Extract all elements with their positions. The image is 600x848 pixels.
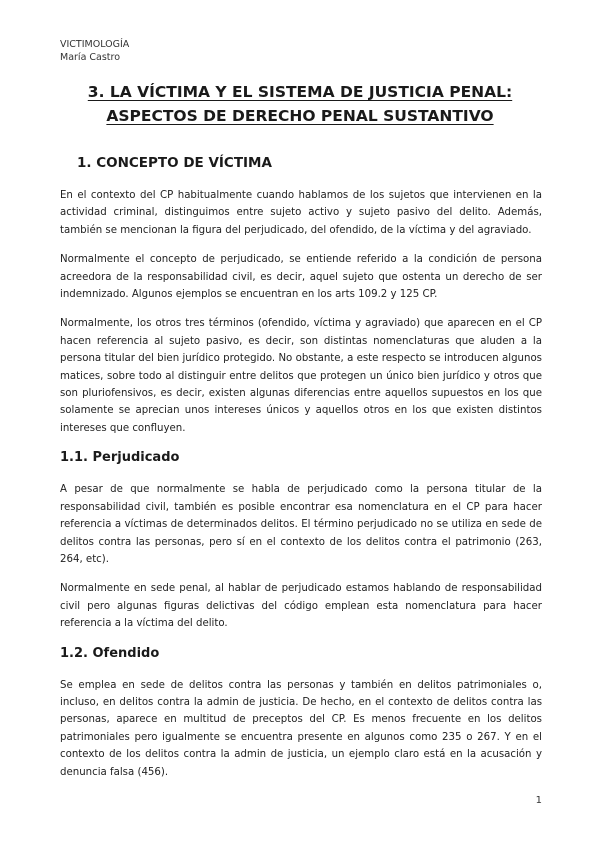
document-title: 3. LA VÍCTIMA Y EL SISTEMA DE JUSTICIA PENAL: ASPECTOS DE DERECHO PENAL SUSTANTIVO (87, 83, 513, 125)
header-author: María Castro (60, 52, 121, 63)
document-body (60, 154, 542, 793)
paragraph: Normalmente, los otros tres términos (ofendido, víctima y agraviado) que aparecen en el CP hacen referencia al sujeto pasivo, es decir, son distintas nomenclaturas que aluden a la persona titular del bien jurídico protegido. No obstante, a este respecto se introducen algunos matices, sobre todo al distinguir entre delitos que protegen un único bien jurídico y otros que son pluriofensivos, es decir, existen algunas diferencias entre aquellos supuestos en los que solamente se aprecian unos intereses únicos y aquellos otros en los que existen distintos intereses que confluyen. (60, 318, 542, 434)
subsection-heading-perjudicado: 1.1. Perjudicado (60, 450, 180, 466)
page-number: 1 (535, 795, 542, 806)
paragraph: Normalmente el concepto de perjudicado, se entiende referido a la condición de persona acreedora de la responsabilidad civil, es decir, aquel sujeto que ostenta un derecho de ser indemnizado. Algunos ejemplos se encuentran en los arts 109.2 y 125 CP. (60, 254, 542, 301)
paragraph: Se emplea en sede de delitos contra las personas y también en delitos patrimoniales o, incluso, en delitos contra la admin de justicia. De hecho, en el contexto de delitos contra las personas, aparece en multitud de preceptos del CP. Es menos frecuente en los delitos patrimoniales pero igualmente se encuentra presente en algunos como 235 o 267. Y en el contexto de los delitos contra la admin de justicia, un ejemplo claro está en la acusación y denuncia falsa (456). (60, 679, 542, 778)
page-header (60, 38, 129, 64)
header-subject: VICTIMOLOGÍA (60, 39, 130, 50)
paragraph: Normalmente en sede penal, al hablar de perjudicado estamos hablando de responsabilidad civil pero algunas figuras delictivas del código emplean esta nomenclatura para hacer referencia a la víctima del delito. (60, 583, 542, 630)
paragraph: A pesar de que normalmente se habla de perjudicado como la persona titular de la responsabilidad civil, también es posible encontrar esa nomenclatura en el CP para hacer referencia a víctimas de determinados delitos. El término perjudicado no se utiliza en sede de delitos contra las personas, pero sí en el contexto de los delitos contra el patrimonio (263, 264, etc). (60, 484, 542, 565)
subsection-heading-ofendido: 1.2. Ofendido (60, 645, 160, 661)
section-heading: 1. CONCEPTO DE VÍCTIMA (77, 155, 272, 171)
paragraph: En el contexto del CP habitualmente cuando hablamos de los sujetos que intervienen en la actividad criminal, distinguimos entre sujeto activo y sujeto pasivo del delito. Además, también se mencionan la figura del perjudicado, del ofendido, de la víctima y del agraviado. (60, 190, 542, 236)
